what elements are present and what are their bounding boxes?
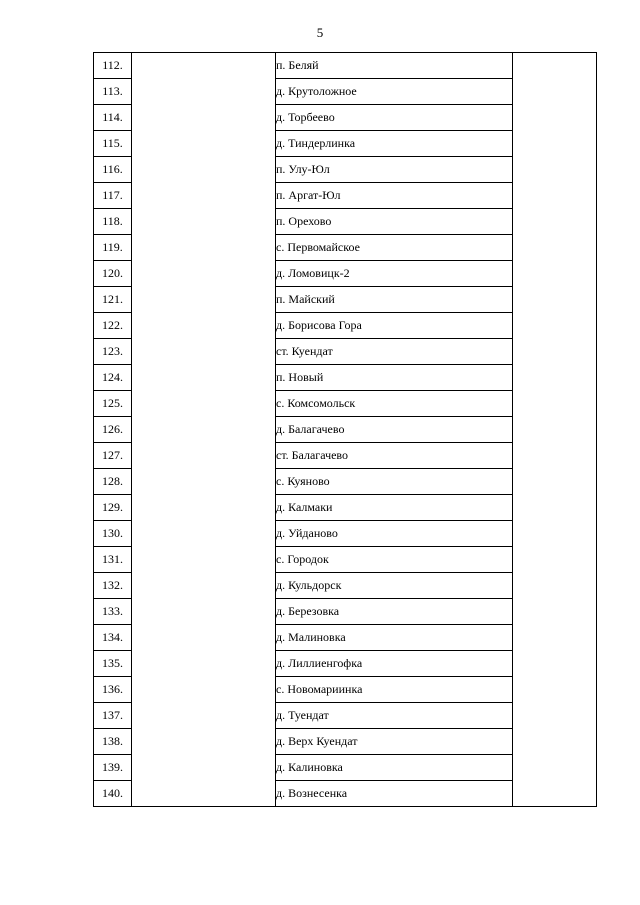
row-number: 128. xyxy=(94,469,132,495)
settlement-name: д. Туендат xyxy=(276,703,513,729)
row-number: 127. xyxy=(94,443,132,469)
settlement-name: д. Балагачево xyxy=(276,417,513,443)
settlement-name: с. Новомариинка xyxy=(276,677,513,703)
row-number: 132. xyxy=(94,573,132,599)
settlement-name: д. Крутоложное xyxy=(276,79,513,105)
settlement-name: д. Березовка xyxy=(276,599,513,625)
row-number: 124. xyxy=(94,365,132,391)
settlements-table-body xyxy=(94,53,597,807)
row-number: 116. xyxy=(94,157,132,183)
row-number: 134. xyxy=(94,625,132,651)
row-number: 118. xyxy=(94,209,132,235)
row-number: 131. xyxy=(94,547,132,573)
row-number: 136. xyxy=(94,677,132,703)
row-number: 123. xyxy=(94,339,132,365)
settlement-name: п. Аргат-Юл xyxy=(276,183,513,209)
row-number: 122. xyxy=(94,313,132,339)
settlement-name: д. Калмаки xyxy=(276,495,513,521)
settlement-name: д. Малиновка xyxy=(276,625,513,651)
settlement-name: с. Куяново xyxy=(276,469,513,495)
row-number: 133. xyxy=(94,599,132,625)
settlements-table xyxy=(93,52,597,807)
settlement-name: п. Майский xyxy=(276,287,513,313)
settlement-name: с. Первомайское xyxy=(276,235,513,261)
row-number: 119. xyxy=(94,235,132,261)
settlement-name: п. Беляй xyxy=(276,53,513,79)
settlement-name: д. Кульдорск xyxy=(276,573,513,599)
settlement-name: д. Ломовицк-2 xyxy=(276,261,513,287)
settlement-name: п. Улу-Юл xyxy=(276,157,513,183)
merged-empty-cell-right xyxy=(513,53,597,807)
row-number: 112. xyxy=(94,53,132,79)
row-number: 115. xyxy=(94,131,132,157)
row-number: 114. xyxy=(94,105,132,131)
row-number: 135. xyxy=(94,651,132,677)
row-number: 137. xyxy=(94,703,132,729)
settlement-name: д. Калиновка xyxy=(276,755,513,781)
settlement-name: д. Торбеево xyxy=(276,105,513,131)
settlement-name: ст. Куендат xyxy=(276,339,513,365)
settlement-name: д. Тиндерлинка xyxy=(276,131,513,157)
settlement-name: д. Уйданово xyxy=(276,521,513,547)
row-number: 139. xyxy=(94,755,132,781)
row-number: 120. xyxy=(94,261,132,287)
page-number: 5 xyxy=(316,25,324,40)
row-number: 121. xyxy=(94,287,132,313)
row-number: 126. xyxy=(94,417,132,443)
settlement-name: с. Комсомольск xyxy=(276,391,513,417)
table-row xyxy=(94,53,597,79)
settlement-name: д. Борисова Гора xyxy=(276,313,513,339)
row-number: 113. xyxy=(94,79,132,105)
row-number: 129. xyxy=(94,495,132,521)
merged-empty-cell xyxy=(132,53,276,807)
settlement-name: д. Вознесенка xyxy=(276,781,513,807)
row-number: 138. xyxy=(94,729,132,755)
row-number: 125. xyxy=(94,391,132,417)
row-number: 140. xyxy=(94,781,132,807)
settlement-name: п. Орехово xyxy=(276,209,513,235)
settlement-name: ст. Балагачево xyxy=(276,443,513,469)
row-number: 130. xyxy=(94,521,132,547)
settlement-name: п. Новый xyxy=(276,365,513,391)
row-number: 117. xyxy=(94,183,132,209)
settlement-name: д. Верх Куендат xyxy=(276,729,513,755)
settlement-name: д. Лиллиенгофка xyxy=(276,651,513,677)
settlement-name: с. Городок xyxy=(276,547,513,573)
